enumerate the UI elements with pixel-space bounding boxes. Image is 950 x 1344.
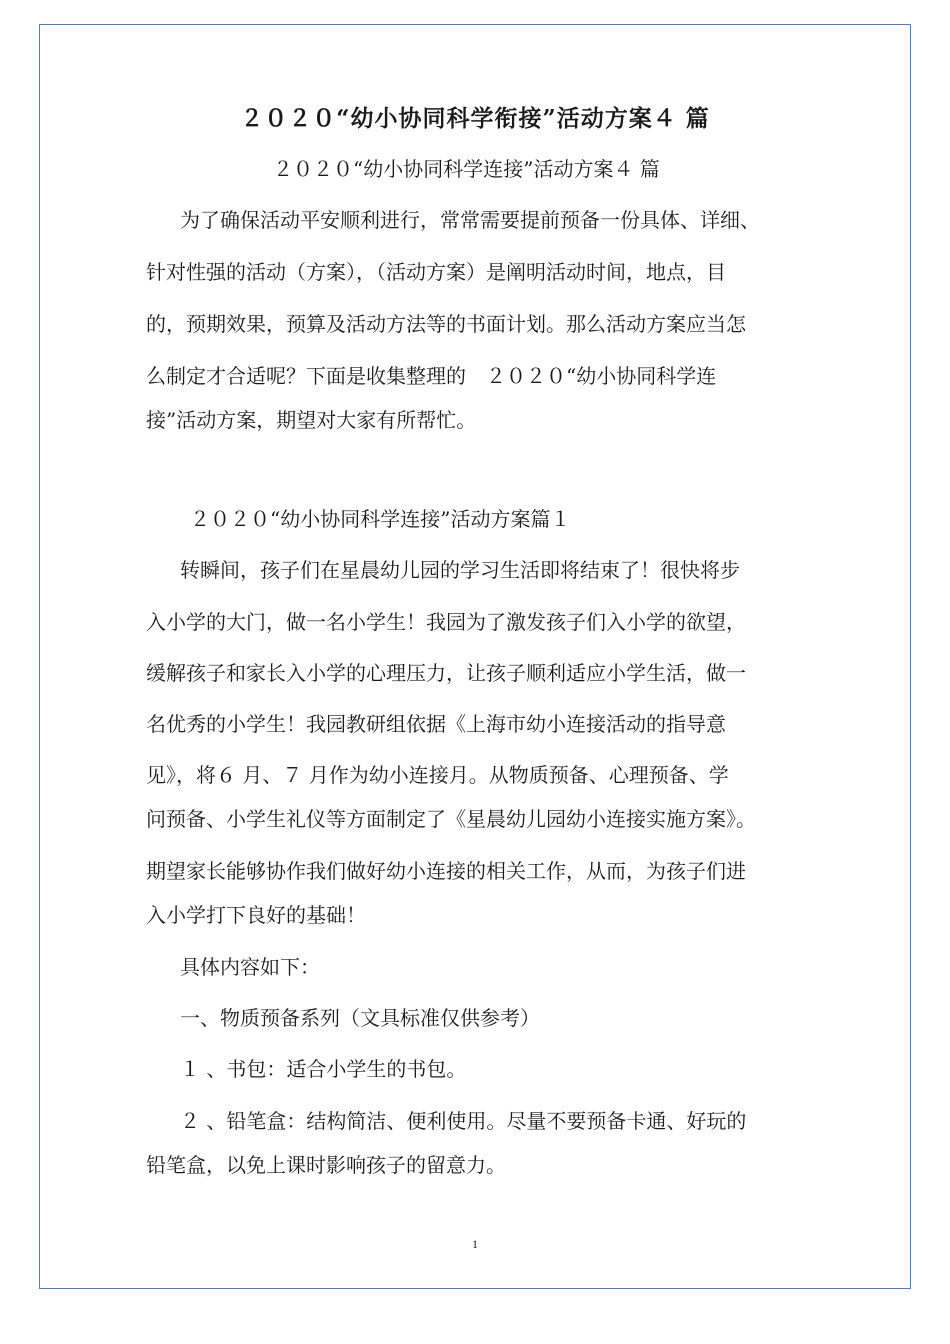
subtitle-line: ２０２０“幼小协同科学连接”活动方案４ 篇: [273, 157, 660, 181]
intro-line-1: 为了确保活动平安顺利进行，常常需要提前预备一份具体、详细、: [180, 208, 760, 232]
body-line-6: 问预备、小学生礼仪等方面制定了《星晨幼儿园幼小连接实施方案》。: [146, 807, 756, 831]
intro-line-5: 接”活动方案，期望对大家有所帮忙。: [146, 408, 477, 432]
list-item-2-line-2: 铅笔盒，以免上课时影响孩子的留意力。: [146, 1153, 506, 1177]
intro-line-4: 么制定才合适呢？下面是收集整理的 ２０２０“幼小协同科学连: [146, 364, 717, 388]
list-item-1: １ 、书包：适合小学生的书包。: [180, 1057, 467, 1081]
page-number: 1: [472, 1237, 478, 1251]
body-line-2: 入小学的大门，做一名小学生！我园为了激发孩子们入小学的欲望，: [146, 610, 746, 634]
intro-line-2: 针对性强的活动（方案），（活动方案）是阐明活动时间，地点，目: [146, 260, 726, 284]
intro-line-3: 的，预期效果，预算及活动方法等的书面计划。那么活动方案应当怎: [146, 312, 746, 336]
document-title: ２０２０“幼小协同科学衔接”活动方案４ 篇: [240, 105, 710, 132]
body-line-4: 名优秀的小学生！我园教研组依据《上海市幼小连接活动的指导意: [146, 712, 726, 736]
section-heading-1: ２０２０“幼小协同科学连接”活动方案篇１: [190, 507, 571, 531]
content-intro: 具体内容如下：: [180, 955, 320, 979]
body-line-8: 入小学打下良好的基础！: [146, 903, 366, 927]
body-line-7: 期望家长能够协作我们做好幼小连接的相关工作，从而，为孩子们进: [146, 859, 746, 883]
body-line-3: 缓解孩子和家长入小学的心理压力，让孩子顺利适应小学生活，做一: [146, 661, 746, 685]
list-item-2-line-1: ２ 、铅笔盒：结构简洁、便利使用。尽量不要预备卡通、好玩的: [180, 1109, 747, 1133]
body-line-5: 见》，将６ 月、７ 月作为幼小连接月。从物质预备、心理预备、学: [146, 763, 729, 787]
list-heading: 一、物质预备系列（文具标准仅供参考）: [180, 1006, 540, 1030]
body-line-1: 转瞬间，孩子们在星晨幼儿园的学习生活即将结束了！很快将步: [180, 558, 740, 582]
